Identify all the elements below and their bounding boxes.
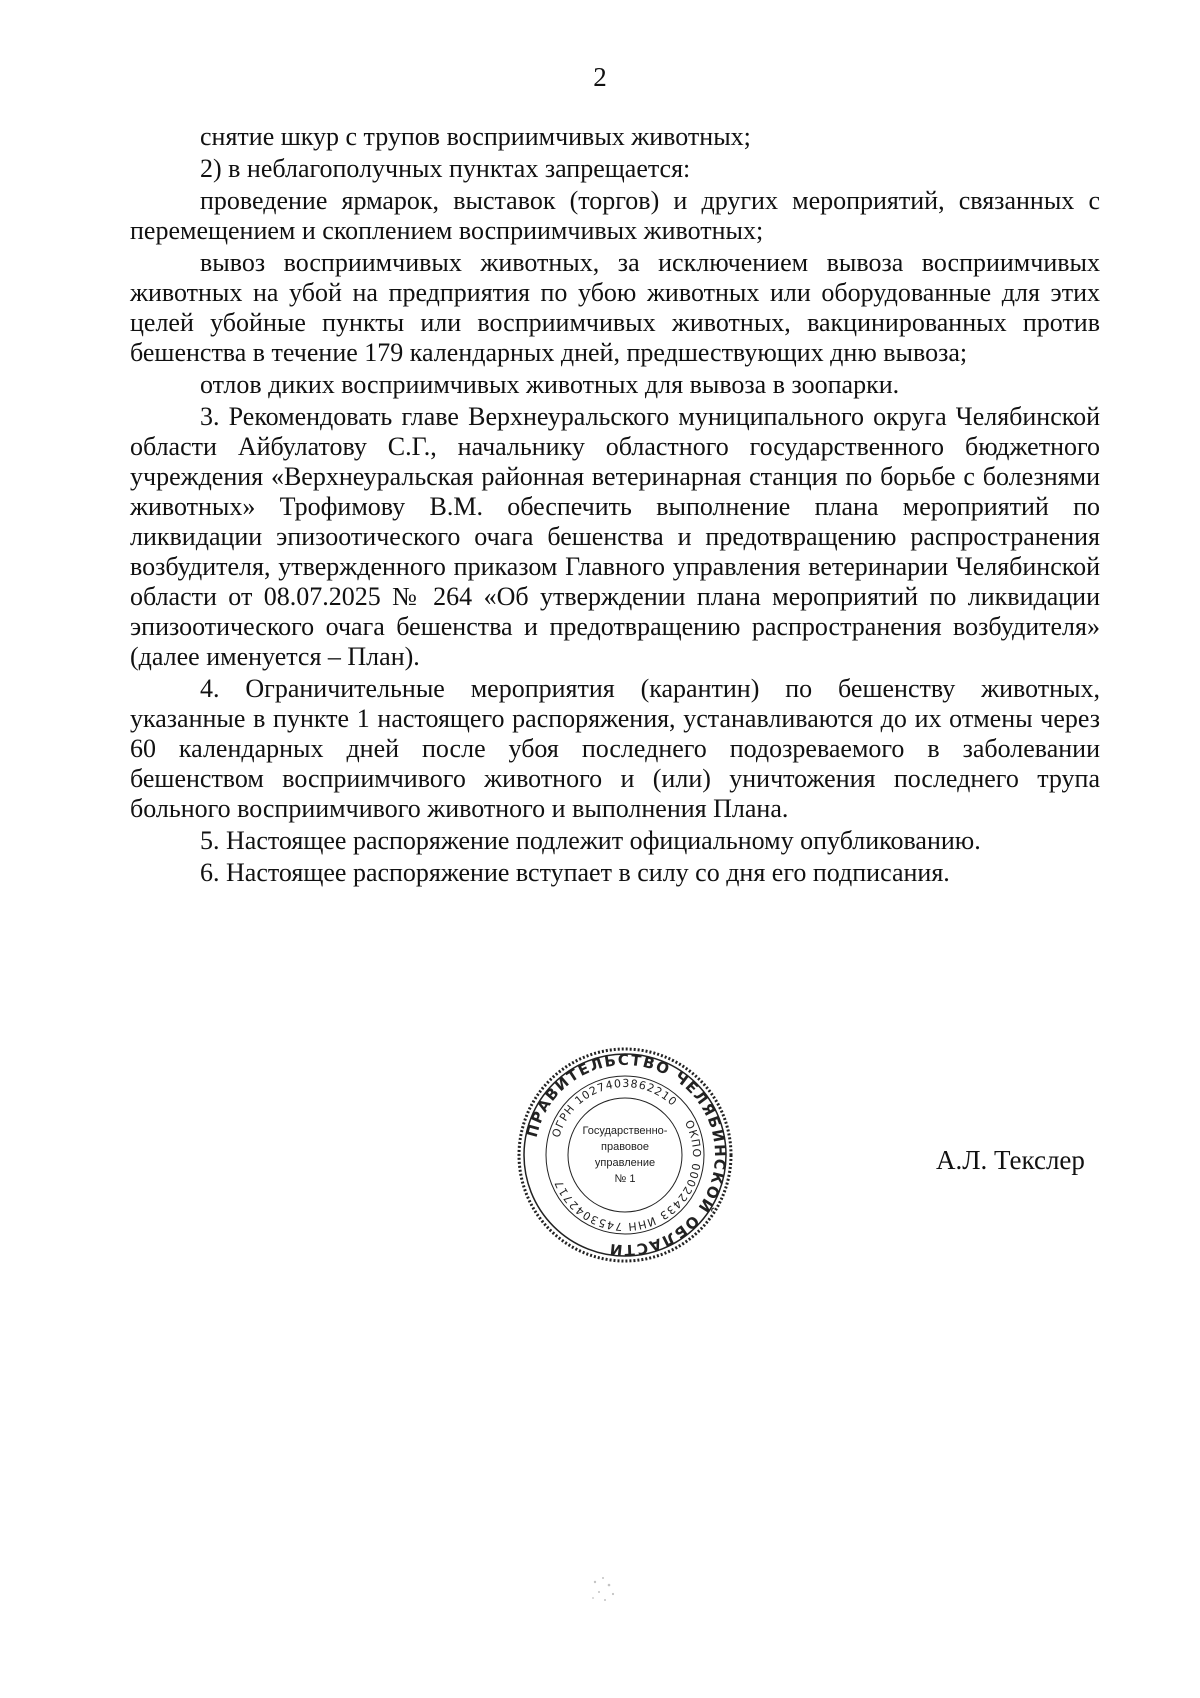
seal-ogrn: ОГРН 1027403862210 bbox=[549, 1076, 680, 1140]
paragraph-item-4: 4. Ограничительные мероприятия (карантин) по бешенству животных, указанные в пункте 1 настоящего распоряжения, устанавливаются до их отмены через 60 календарных дней после убоя последнего подозреваемого в заболевании бешенством восприимчивого животного и (или) уничтожения последнего трупа больного восприимчивого животного и выполнения Плана. bbox=[130, 674, 1100, 823]
seal-inn: ИНН 7453042717 bbox=[552, 1177, 658, 1234]
seal-center-line3: управление bbox=[594, 1157, 656, 1169]
paragraph-prohibited-heading: 2) в неблагополучных пунктах запрещается: bbox=[200, 154, 691, 183]
paragraph-capture: отлов диких восприимчивых животных для вывоза в зоопарки. bbox=[200, 370, 900, 399]
seal-inner-ring bbox=[568, 1098, 682, 1212]
document-body bbox=[130, 122, 1100, 890]
seal-center-line2: правовое bbox=[601, 1141, 649, 1153]
signatory-name: А.Л. Текслер bbox=[936, 1145, 1085, 1175]
paragraph-fairs: проведение ярмарок, выставок (торгов) и других мероприятий, связанных с перемещением и скоплением восприимчивых животных; bbox=[130, 186, 1100, 245]
scan-artifact-icon bbox=[585, 1570, 625, 1610]
paragraph-item-3: 3. Рекомендовать главе Верхнеуральского муниципального округа Челябинской области Айбулатову С.Г., начальнику областного государственного бюджетного учреждения «Верхнеуральская районная ветеринарная станция по борьбе с болезнями животных» Трофимову В.М. обеспечить выполнение плана мероприятий по ликвидации эпизоотического очага бешенства и предотвращению распространения возбудителя, утвержденного приказом Главного управления ветеринарии Челябинской области от 08.07.2025 № 264 «Об утверждении плана мероприятий по ликвидации эпизоотического очага бешенства и предотвращению распространения возбудителя» (далее именуется – План). bbox=[130, 402, 1100, 671]
paragraph-item-6: 6. Настоящее распоряжение вступает в силу со дня его подписания. bbox=[200, 858, 950, 887]
official-seal bbox=[516, 1046, 734, 1264]
page-number: 2 bbox=[593, 62, 607, 92]
seal-outer-text: ПРАВИТЕЛЬСТВО ЧЕЛЯБИНСКОЙ ОБЛАСТИ bbox=[522, 1050, 730, 1260]
seal-middle-ring bbox=[546, 1076, 704, 1234]
seal-okpo: ОКПО 00022433 bbox=[656, 1118, 704, 1223]
paragraph-export: вывоз восприимчивых животных, за исключением вывоза восприимчивых животных на убой на предприятия по убою животных или оборудованные для этих целей убойные пункты или восприимчивых животных, вакцинированных против бешенства в течение 179 календарных дней, предшествующих дню вывоза; bbox=[130, 248, 1100, 367]
paragraph-item-5: 5. Настоящее распоряжение подлежит официальному опубликованию. bbox=[200, 826, 981, 855]
paragraph-skins: снятие шкур с трупов восприимчивых животных; bbox=[200, 122, 751, 151]
seal-center-line1: Государственно- bbox=[582, 1125, 668, 1137]
seal-center-line4: № 1 bbox=[614, 1173, 636, 1185]
